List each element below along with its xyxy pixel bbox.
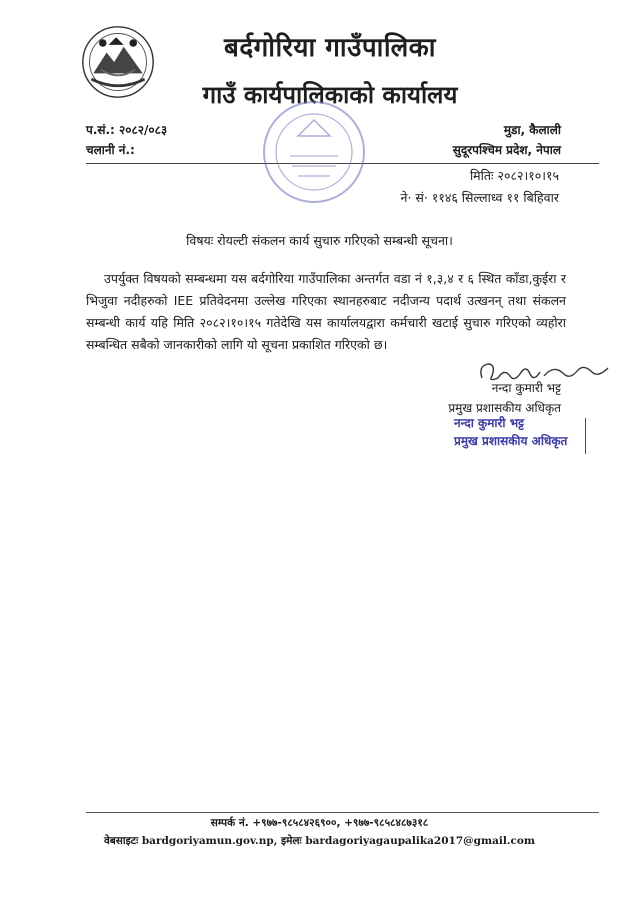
address-place: मुडा, कैलाली — [503, 123, 561, 137]
address-block — [453, 120, 561, 160]
date-nepal-sambat: ने· सं· ११४६ सिल्लाध्व ११ बिहिवार — [400, 190, 559, 205]
nepal-government-emblem — [80, 24, 156, 100]
reference-block — [86, 120, 167, 160]
municipality-title: बर्दगोरिया गाउँपालिका — [224, 33, 436, 63]
seal-mark — [585, 418, 586, 454]
date-block — [401, 165, 559, 209]
footer-divider — [86, 812, 599, 813]
seal-signatory-title: प्रमुख प्रशासकीय अधिकृत — [454, 434, 568, 448]
contact-numbers: सम्पर्क नं. +९७७-९८५८४२६९००, +९७७-९८५८४८७३१८ — [210, 817, 429, 829]
dispatch-number: चलानी नं.: — [86, 143, 135, 157]
notice-body: उपर्युक्त विषयको सम्बन्धमा यस बर्दगोरिया गाउँपालिका अन्तर्गत वडा नं १,३,४ र ६ स्थित काँडा,कुईरा र भिजुवा नदीहरुको IEE प्रतिवेदनमा उल्लेख गरिएका स्थानहरुबाट नदीजन्य पदार्थ उत्खनन् तथा संकलन सम्बन्धी कार्य यहि मिति २०८२।१०।१५ गतेदेखि यस कार्यालयद्वारा कर्मचारी खटाई सुचारु गरिएको व्यहोरा सम्बन्धित सबैको जानकारीको लागि यो सूचना प्रकाशित गरिएको छ। — [86, 271, 566, 352]
signatory-title: प्रमुख प्रशासकीय अधिकृत — [448, 401, 561, 415]
seal-signatory-name: नन्दा कुमारी भट्ट — [454, 416, 525, 430]
date-bs: मितिः २०८२।१०।१५ — [469, 168, 559, 183]
office-stamp — [258, 96, 370, 208]
office-title: गाउँ कार्यपालिकाको कार्यालय — [202, 81, 458, 109]
reference-number: प.सं.: २०८२/०८३ — [86, 123, 168, 137]
signatory-name: नन्दा कुमारी भट्ट — [491, 381, 561, 395]
address-province: सुदूरपश्चिम प्रदेश, नेपाल — [452, 143, 561, 157]
website-email: वेबसाइटः bardgoriyamun.gov.np, इमेलः bardagoriyagaupalika2017@gmail.com — [103, 835, 536, 847]
subject-line: विषयः रोयल्टी संकलन कार्य सुचारु गरिएको सम्बन्धी सूचना। — [186, 233, 453, 248]
